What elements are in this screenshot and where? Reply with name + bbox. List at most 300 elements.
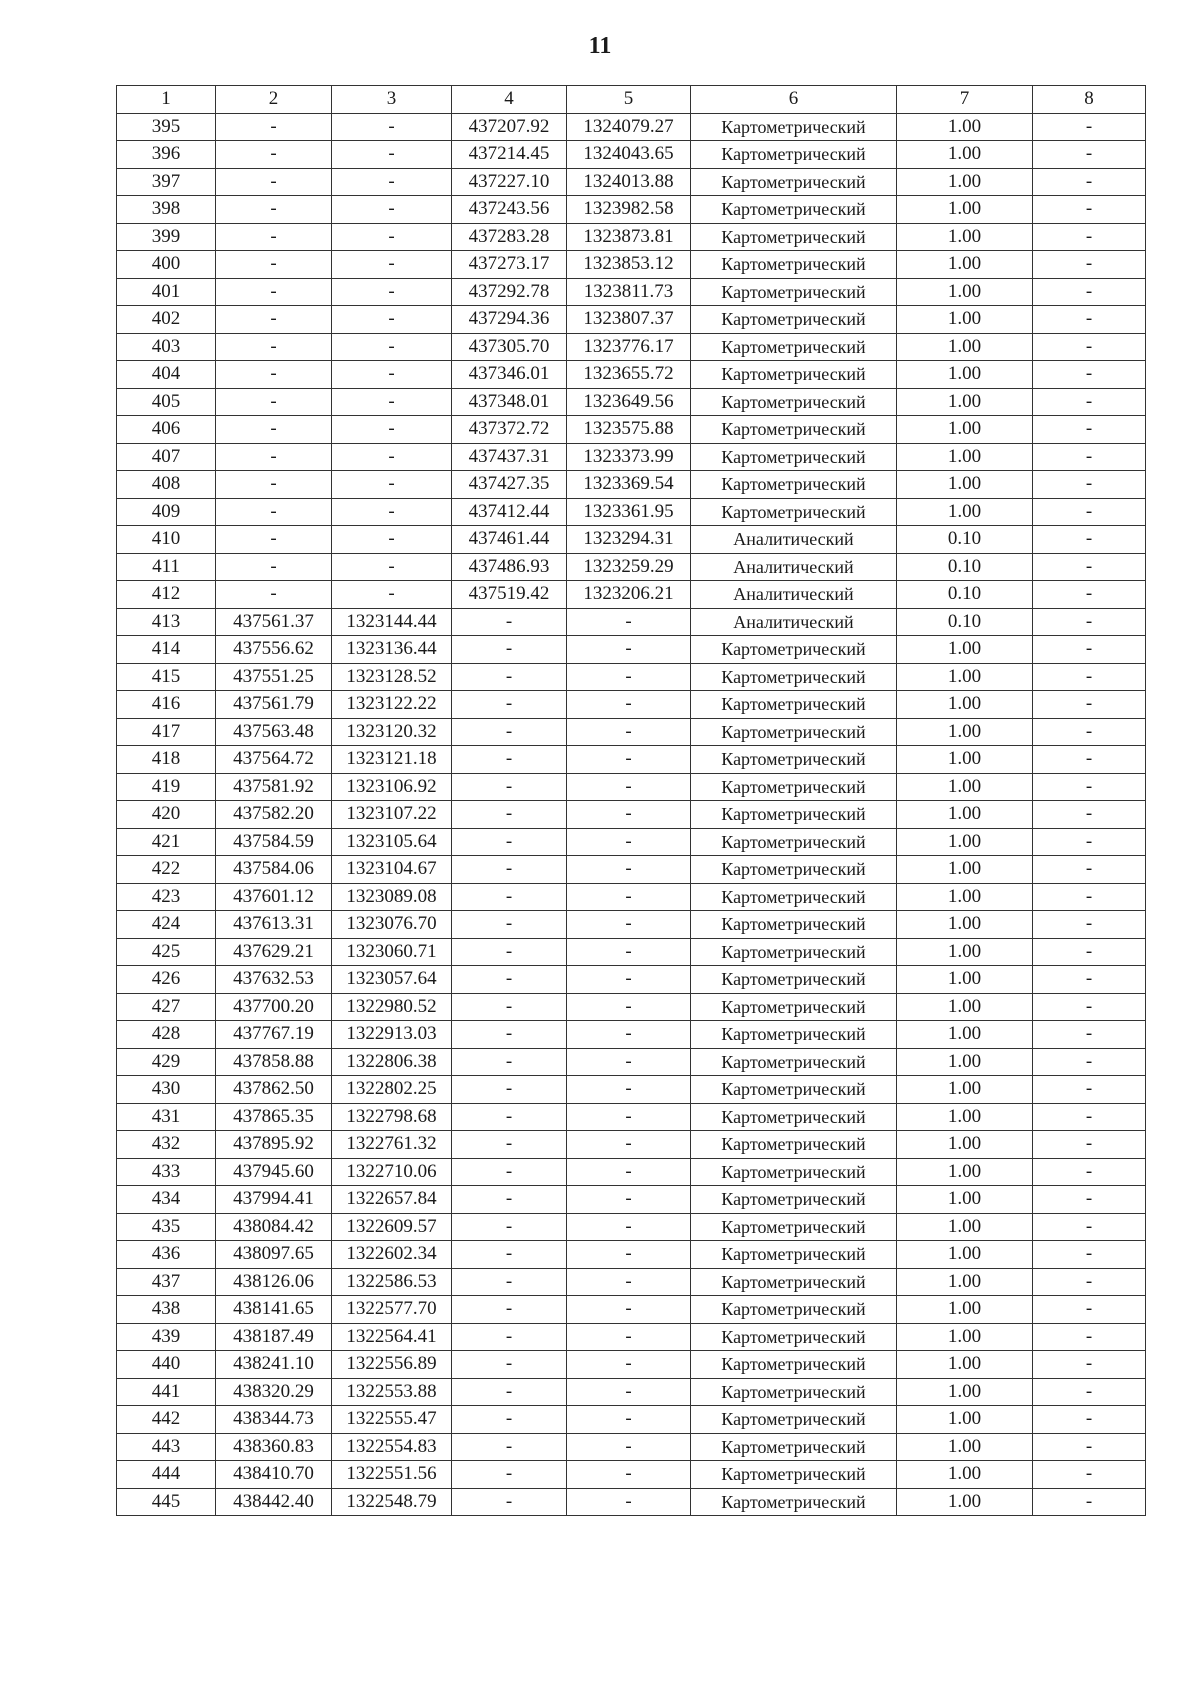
cell-method: Картометрический <box>691 828 897 856</box>
cell-point-number: 427 <box>117 993 216 1021</box>
cell-y-old: 1323076.70 <box>332 911 452 939</box>
cell-note: - <box>1033 1351 1146 1379</box>
cell-y-old: 1323144.44 <box>332 608 452 636</box>
cell-x-old: 437584.06 <box>216 856 332 884</box>
cell-y-new: 1324043.65 <box>567 141 691 169</box>
cell-y-new: 1323369.54 <box>567 471 691 499</box>
cell-x-old: 437601.12 <box>216 883 332 911</box>
cell-y-old: 1323128.52 <box>332 663 452 691</box>
cell-x-new: 437283.28 <box>452 223 567 251</box>
table-row <box>117 278 1146 306</box>
cell-y-old: - <box>332 141 452 169</box>
table-row <box>117 388 1146 416</box>
cell-y-old: 1322802.25 <box>332 1076 452 1104</box>
cell-point-number: 408 <box>117 471 216 499</box>
cell-method: Картометрический <box>691 278 897 306</box>
cell-x-old: 437862.50 <box>216 1076 332 1104</box>
cell-x-new: 437305.70 <box>452 333 567 361</box>
cell-method: Картометрический <box>691 856 897 884</box>
cell-x-new: - <box>452 1048 567 1076</box>
cell-x-old: 438141.65 <box>216 1296 332 1324</box>
cell-x-old: 437945.60 <box>216 1158 332 1186</box>
table-row <box>117 443 1146 471</box>
cell-method: Картометрический <box>691 1158 897 1186</box>
cell-x-new: - <box>452 608 567 636</box>
cell-x-old: 437858.88 <box>216 1048 332 1076</box>
column-header-3: 3 <box>332 86 452 114</box>
cell-note: - <box>1033 993 1146 1021</box>
cell-note: - <box>1033 1296 1146 1324</box>
cell-y-new: - <box>567 1076 691 1104</box>
cell-x-new: - <box>452 856 567 884</box>
cell-note: - <box>1033 938 1146 966</box>
cell-note: - <box>1033 966 1146 994</box>
cell-point-number: 440 <box>117 1351 216 1379</box>
cell-note: - <box>1033 1433 1146 1461</box>
cell-method: Картометрический <box>691 938 897 966</box>
cell-method: Картометрический <box>691 993 897 1021</box>
cell-method: Картометрический <box>691 333 897 361</box>
cell-method: Картометрический <box>691 141 897 169</box>
cell-x-new: - <box>452 773 567 801</box>
table-row <box>117 1488 1146 1516</box>
table-row <box>117 663 1146 691</box>
cell-x-new: 437273.17 <box>452 251 567 279</box>
cell-accuracy: 1.00 <box>897 1076 1033 1104</box>
cell-x-new: - <box>452 1213 567 1241</box>
cell-y-new: - <box>567 1378 691 1406</box>
cell-accuracy: 1.00 <box>897 636 1033 664</box>
cell-x-new: - <box>452 1186 567 1214</box>
table-row <box>117 306 1146 334</box>
cell-x-new: 437427.35 <box>452 471 567 499</box>
cell-note: - <box>1033 1323 1146 1351</box>
cell-accuracy: 1.00 <box>897 691 1033 719</box>
cell-point-number: 404 <box>117 361 216 389</box>
cell-y-new: - <box>567 1323 691 1351</box>
cell-point-number: 428 <box>117 1021 216 1049</box>
cell-accuracy: 1.00 <box>897 1323 1033 1351</box>
cell-y-new: 1323361.95 <box>567 498 691 526</box>
cell-point-number: 445 <box>117 1488 216 1516</box>
cell-point-number: 435 <box>117 1213 216 1241</box>
cell-x-old: 438126.06 <box>216 1268 332 1296</box>
cell-note: - <box>1033 1131 1146 1159</box>
cell-x-new: - <box>452 1351 567 1379</box>
cell-y-new: - <box>567 1351 691 1379</box>
cell-x-old: 438442.40 <box>216 1488 332 1516</box>
cell-y-new: 1323649.56 <box>567 388 691 416</box>
cell-y-old: 1322657.84 <box>332 1186 452 1214</box>
column-header-5: 5 <box>567 86 691 114</box>
table-row <box>117 993 1146 1021</box>
cell-x-old: 438084.42 <box>216 1213 332 1241</box>
cell-x-old: 438241.10 <box>216 1351 332 1379</box>
cell-method: Аналитический <box>691 526 897 554</box>
cell-method: Картометрический <box>691 883 897 911</box>
cell-y-new: - <box>567 1268 691 1296</box>
cell-note: - <box>1033 1048 1146 1076</box>
cell-point-number: 419 <box>117 773 216 801</box>
cell-x-new: - <box>452 1021 567 1049</box>
cell-y-new: - <box>567 1461 691 1489</box>
cell-y-old: 1322554.83 <box>332 1433 452 1461</box>
cell-note: - <box>1033 718 1146 746</box>
cell-y-new: 1323853.12 <box>567 251 691 279</box>
cell-y-new: 1324013.88 <box>567 168 691 196</box>
cell-x-old: 437564.72 <box>216 746 332 774</box>
table-row <box>117 1048 1146 1076</box>
cell-accuracy: 1.00 <box>897 883 1033 911</box>
cell-y-old: - <box>332 388 452 416</box>
table-row <box>117 938 1146 966</box>
cell-note: - <box>1033 251 1146 279</box>
cell-note: - <box>1033 443 1146 471</box>
cell-point-number: 438 <box>117 1296 216 1324</box>
cell-x-old: 437561.37 <box>216 608 332 636</box>
cell-point-number: 414 <box>117 636 216 664</box>
cell-method: Картометрический <box>691 471 897 499</box>
cell-y-old: 1322555.47 <box>332 1406 452 1434</box>
cell-method: Картометрический <box>691 1048 897 1076</box>
cell-y-old: 1323104.67 <box>332 856 452 884</box>
cell-accuracy: 1.00 <box>897 828 1033 856</box>
cell-accuracy: 1.00 <box>897 1461 1033 1489</box>
cell-accuracy: 1.00 <box>897 443 1033 471</box>
table-row <box>117 1131 1146 1159</box>
column-header-7: 7 <box>897 86 1033 114</box>
cell-y-new: - <box>567 856 691 884</box>
cell-y-old: - <box>332 196 452 224</box>
cell-point-number: 422 <box>117 856 216 884</box>
cell-y-old: - <box>332 251 452 279</box>
cell-x-old: - <box>216 388 332 416</box>
cell-x-new: - <box>452 1488 567 1516</box>
table-row <box>117 746 1146 774</box>
cell-y-old: - <box>332 333 452 361</box>
cell-y-old: 1322806.38 <box>332 1048 452 1076</box>
table-row <box>117 636 1146 664</box>
cell-accuracy: 1.00 <box>897 1103 1033 1131</box>
table-row <box>117 1351 1146 1379</box>
cell-note: - <box>1033 278 1146 306</box>
cell-method: Картометрический <box>691 1433 897 1461</box>
cell-x-old: 437629.21 <box>216 938 332 966</box>
cell-x-old: 438187.49 <box>216 1323 332 1351</box>
cell-x-old: 437581.92 <box>216 773 332 801</box>
cell-accuracy: 1.00 <box>897 388 1033 416</box>
cell-x-new: - <box>452 938 567 966</box>
cell-point-number: 401 <box>117 278 216 306</box>
table-row <box>117 196 1146 224</box>
cell-x-new: - <box>452 746 567 774</box>
cell-y-new: - <box>567 1406 691 1434</box>
cell-y-old: - <box>332 416 452 444</box>
column-header-8: 8 <box>1033 86 1146 114</box>
table-row <box>117 911 1146 939</box>
cell-y-old: 1322798.68 <box>332 1103 452 1131</box>
cell-note: - <box>1033 801 1146 829</box>
cell-y-new: 1323294.31 <box>567 526 691 554</box>
table-row <box>117 1158 1146 1186</box>
cell-x-old: - <box>216 526 332 554</box>
cell-method: Аналитический <box>691 608 897 636</box>
cell-y-new: 1323982.58 <box>567 196 691 224</box>
cell-note: - <box>1033 883 1146 911</box>
cell-method: Картометрический <box>691 251 897 279</box>
cell-x-new: - <box>452 1323 567 1351</box>
cell-method: Картометрический <box>691 168 897 196</box>
table-row <box>117 251 1146 279</box>
cell-y-new: 1323776.17 <box>567 333 691 361</box>
cell-point-number: 409 <box>117 498 216 526</box>
cell-y-new: - <box>567 636 691 664</box>
cell-point-number: 439 <box>117 1323 216 1351</box>
cell-note: - <box>1033 526 1146 554</box>
cell-y-old: - <box>332 306 452 334</box>
cell-point-number: 407 <box>117 443 216 471</box>
table-row <box>117 223 1146 251</box>
cell-note: - <box>1033 1406 1146 1434</box>
table-row <box>117 883 1146 911</box>
cell-accuracy: 1.00 <box>897 251 1033 279</box>
cell-point-number: 443 <box>117 1433 216 1461</box>
cell-x-new: 437214.45 <box>452 141 567 169</box>
cell-note: - <box>1033 1268 1146 1296</box>
table-row <box>117 416 1146 444</box>
cell-note: - <box>1033 1103 1146 1131</box>
cell-note: - <box>1033 911 1146 939</box>
table-header-row <box>117 86 1146 114</box>
cell-x-new: - <box>452 1103 567 1131</box>
cell-note: - <box>1033 1021 1146 1049</box>
cell-x-old: 437556.62 <box>216 636 332 664</box>
cell-note: - <box>1033 828 1146 856</box>
cell-y-new: 1323259.29 <box>567 553 691 581</box>
cell-point-number: 397 <box>117 168 216 196</box>
cell-x-new: 437346.01 <box>452 361 567 389</box>
cell-y-old: 1323089.08 <box>332 883 452 911</box>
cell-method: Картометрический <box>691 1131 897 1159</box>
cell-note: - <box>1033 553 1146 581</box>
cell-y-new: - <box>567 1103 691 1131</box>
column-header-4: 4 <box>452 86 567 114</box>
cell-x-new: - <box>452 1461 567 1489</box>
cell-x-old: 438410.70 <box>216 1461 332 1489</box>
cell-note: - <box>1033 636 1146 664</box>
cell-note: - <box>1033 1241 1146 1269</box>
column-header-2: 2 <box>216 86 332 114</box>
cell-point-number: 405 <box>117 388 216 416</box>
cell-point-number: 429 <box>117 1048 216 1076</box>
table-row <box>117 1103 1146 1131</box>
cell-accuracy: 1.00 <box>897 911 1033 939</box>
table-row <box>117 1213 1146 1241</box>
cell-method: Картометрический <box>691 196 897 224</box>
table-row <box>117 1378 1146 1406</box>
cell-method: Картометрический <box>691 1076 897 1104</box>
cell-y-new: 1323811.73 <box>567 278 691 306</box>
cell-y-old: - <box>332 443 452 471</box>
cell-y-old: 1323121.18 <box>332 746 452 774</box>
cell-x-old: - <box>216 141 332 169</box>
cell-accuracy: 0.10 <box>897 526 1033 554</box>
cell-x-old: - <box>216 581 332 609</box>
table-row <box>117 1241 1146 1269</box>
cell-x-old: 437700.20 <box>216 993 332 1021</box>
cell-x-old: 437767.19 <box>216 1021 332 1049</box>
cell-y-old: 1323057.64 <box>332 966 452 994</box>
cell-point-number: 402 <box>117 306 216 334</box>
cell-x-old: - <box>216 306 332 334</box>
cell-x-new: - <box>452 1076 567 1104</box>
cell-x-old: 437561.79 <box>216 691 332 719</box>
cell-accuracy: 1.00 <box>897 278 1033 306</box>
cell-method: Картометрический <box>691 361 897 389</box>
cell-note: - <box>1033 113 1146 141</box>
cell-method: Картометрический <box>691 911 897 939</box>
cell-y-old: 1322761.32 <box>332 1131 452 1159</box>
cell-note: - <box>1033 1158 1146 1186</box>
cell-y-old: - <box>332 278 452 306</box>
cell-x-new: - <box>452 636 567 664</box>
cell-x-old: 438344.73 <box>216 1406 332 1434</box>
cell-x-old: 437584.59 <box>216 828 332 856</box>
cell-note: - <box>1033 1488 1146 1516</box>
cell-x-new: - <box>452 883 567 911</box>
cell-accuracy: 1.00 <box>897 1378 1033 1406</box>
cell-accuracy: 1.00 <box>897 361 1033 389</box>
cell-note: - <box>1033 1461 1146 1489</box>
cell-x-new: - <box>452 1296 567 1324</box>
cell-y-old: 1322980.52 <box>332 993 452 1021</box>
cell-y-old: - <box>332 113 452 141</box>
cell-point-number: 425 <box>117 938 216 966</box>
table-row <box>117 471 1146 499</box>
cell-y-old: 1323122.22 <box>332 691 452 719</box>
cell-accuracy: 1.00 <box>897 1048 1033 1076</box>
cell-x-new: 437461.44 <box>452 526 567 554</box>
cell-x-new: 437292.78 <box>452 278 567 306</box>
cell-point-number: 436 <box>117 1241 216 1269</box>
cell-note: - <box>1033 471 1146 499</box>
cell-y-old: - <box>332 361 452 389</box>
cell-x-old: - <box>216 223 332 251</box>
table-row <box>117 1268 1146 1296</box>
cell-point-number: 420 <box>117 801 216 829</box>
cell-accuracy: 1.00 <box>897 1268 1033 1296</box>
cell-accuracy: 1.00 <box>897 1021 1033 1049</box>
cell-y-old: 1322577.70 <box>332 1296 452 1324</box>
table-row <box>117 773 1146 801</box>
cell-y-new: 1323206.21 <box>567 581 691 609</box>
table-row <box>117 1323 1146 1351</box>
cell-accuracy: 0.10 <box>897 581 1033 609</box>
cell-x-old: - <box>216 168 332 196</box>
cell-accuracy: 1.00 <box>897 966 1033 994</box>
cell-accuracy: 1.00 <box>897 663 1033 691</box>
cell-point-number: 424 <box>117 911 216 939</box>
table-row <box>117 608 1146 636</box>
cell-x-old: 437563.48 <box>216 718 332 746</box>
cell-y-new: - <box>567 1021 691 1049</box>
cell-x-old: - <box>216 113 332 141</box>
cell-y-new: - <box>567 1433 691 1461</box>
cell-y-new: - <box>567 773 691 801</box>
cell-method: Картометрический <box>691 1213 897 1241</box>
cell-x-old: - <box>216 333 332 361</box>
cell-y-old: 1322586.53 <box>332 1268 452 1296</box>
cell-x-old: - <box>216 553 332 581</box>
cell-point-number: 437 <box>117 1268 216 1296</box>
cell-y-new: - <box>567 1241 691 1269</box>
table-row <box>117 1406 1146 1434</box>
cell-accuracy: 1.00 <box>897 333 1033 361</box>
cell-method: Картометрический <box>691 1351 897 1379</box>
cell-method: Картометрический <box>691 1241 897 1269</box>
cell-accuracy: 1.00 <box>897 1186 1033 1214</box>
cell-point-number: 431 <box>117 1103 216 1131</box>
cell-note: - <box>1033 223 1146 251</box>
cell-x-new: - <box>452 1268 567 1296</box>
cell-x-old: 437895.92 <box>216 1131 332 1159</box>
cell-point-number: 411 <box>117 553 216 581</box>
cell-x-new: - <box>452 1131 567 1159</box>
cell-y-old: - <box>332 581 452 609</box>
cell-y-old: 1322564.41 <box>332 1323 452 1351</box>
coordinates-table <box>116 85 1146 1516</box>
cell-x-new: 437348.01 <box>452 388 567 416</box>
table-row <box>117 1021 1146 1049</box>
table-row <box>117 141 1146 169</box>
cell-method: Картометрический <box>691 443 897 471</box>
cell-x-new: 437207.92 <box>452 113 567 141</box>
table-row <box>117 581 1146 609</box>
cell-point-number: 433 <box>117 1158 216 1186</box>
cell-point-number: 395 <box>117 113 216 141</box>
cell-x-old: 437632.53 <box>216 966 332 994</box>
cell-y-old: 1323136.44 <box>332 636 452 664</box>
cell-note: - <box>1033 498 1146 526</box>
cell-x-old: 438097.65 <box>216 1241 332 1269</box>
table-row <box>117 333 1146 361</box>
cell-y-new: 1324079.27 <box>567 113 691 141</box>
cell-note: - <box>1033 608 1146 636</box>
cell-point-number: 406 <box>117 416 216 444</box>
table-row <box>117 1296 1146 1324</box>
table-row <box>117 1433 1146 1461</box>
cell-x-new: - <box>452 1433 567 1461</box>
cell-point-number: 418 <box>117 746 216 774</box>
cell-note: - <box>1033 168 1146 196</box>
table-body <box>117 113 1146 1516</box>
cell-y-old: 1322602.34 <box>332 1241 452 1269</box>
cell-note: - <box>1033 1076 1146 1104</box>
table-row <box>117 168 1146 196</box>
table-row <box>117 718 1146 746</box>
cell-y-old: 1322553.88 <box>332 1378 452 1406</box>
cell-accuracy: 1.00 <box>897 196 1033 224</box>
cell-method: Картометрический <box>691 691 897 719</box>
cell-note: - <box>1033 1186 1146 1214</box>
cell-accuracy: 0.10 <box>897 608 1033 636</box>
cell-method: Картометрический <box>691 718 897 746</box>
cell-accuracy: 1.00 <box>897 801 1033 829</box>
cell-method: Картометрический <box>691 223 897 251</box>
cell-y-new: - <box>567 801 691 829</box>
cell-method: Картометрический <box>691 1406 897 1434</box>
cell-y-new: - <box>567 993 691 1021</box>
